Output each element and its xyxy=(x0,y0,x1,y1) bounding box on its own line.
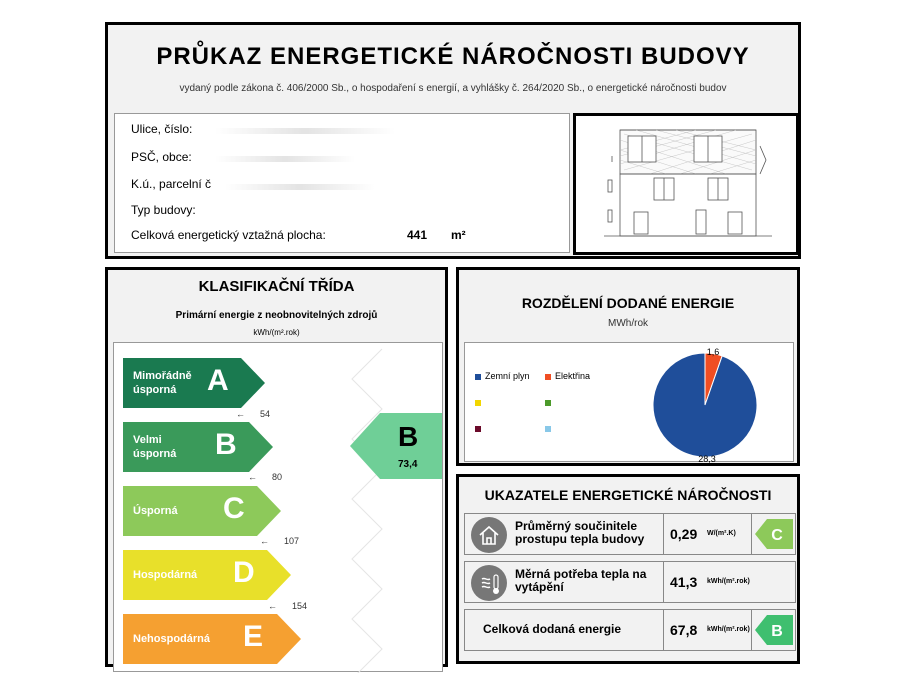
indicator-unit-3: kWh/(m².rok) xyxy=(707,626,750,633)
area-value: 441 xyxy=(407,228,428,242)
class-a-letter: A xyxy=(207,364,229,397)
legend-swatch-empty-1 xyxy=(475,400,481,406)
indicator-name-2a: Měrná potřeba tepla na xyxy=(515,567,647,581)
legend-swatch-empty-4 xyxy=(545,426,551,432)
legal-subtitle: vydaný podle zákona č. 406/2000 Sb., o hospodaření s energií, a vyhlášky č. 264/2020 Sb., o energetické náročnosti budov xyxy=(179,83,727,94)
class-d-threshold: 154 xyxy=(292,601,308,611)
legend-swatch-empty-2 xyxy=(545,400,551,406)
building-info-panel xyxy=(114,113,570,253)
legend-swatch-electricity xyxy=(545,374,551,380)
result-class-marker xyxy=(350,413,442,479)
indicator-badge-1-letter: C xyxy=(771,527,783,544)
class-d-arrow xyxy=(123,550,291,600)
classification-title: KLASIFIKAČNÍ TŘÍDA xyxy=(198,278,355,295)
indicator-name-3: Celková dodaná energie xyxy=(483,622,622,636)
row-separator xyxy=(751,610,752,650)
redacted-city xyxy=(215,156,355,162)
distribution-unit: MWh/rok xyxy=(608,318,648,329)
indicator-row-heating-demand xyxy=(464,561,796,603)
class-b-threshold-arrow: ← xyxy=(248,472,257,482)
class-c-letter: C xyxy=(223,492,245,525)
class-c-label: Úsporná xyxy=(133,505,178,517)
building-type-label: Typ budovy: xyxy=(131,203,196,217)
thermometer-icon xyxy=(471,565,507,601)
class-b-label-1: Velmi xyxy=(133,434,162,446)
legend-gas: Zemní plyn xyxy=(485,371,530,381)
row-separator xyxy=(663,562,664,602)
class-c-threshold-arrow: ← xyxy=(260,536,269,546)
class-e-letter: E xyxy=(243,620,264,653)
classification-panel xyxy=(105,267,448,667)
certificate-header xyxy=(105,22,801,259)
house-icon xyxy=(471,517,507,553)
class-d-letter: D xyxy=(233,556,255,589)
class-b-letter: B xyxy=(215,428,237,461)
area-unit: m² xyxy=(451,228,466,242)
class-e-arrow xyxy=(123,614,301,664)
class-a-label-2: úsporná xyxy=(133,384,177,396)
indicator-name-1a: Průměrný součinitele xyxy=(515,519,638,533)
row-separator xyxy=(663,610,664,650)
indicator-badge-1 xyxy=(755,519,793,549)
pie-label-gas: 28,3 xyxy=(698,454,716,463)
class-b-arrow xyxy=(123,422,273,472)
distribution-title: ROZDĚLENÍ DODANÉ ENERGIE xyxy=(521,295,735,311)
class-b-label-2: úsporná xyxy=(133,448,177,460)
legend-swatch-empty-3 xyxy=(475,426,481,432)
indicator-row-transmittance xyxy=(464,513,796,555)
pie-chart xyxy=(645,347,765,463)
class-a-arrow xyxy=(123,358,265,408)
result-class-letter: B xyxy=(398,421,419,452)
building-elevation-drawing xyxy=(573,113,799,255)
redacted-street xyxy=(215,128,395,134)
indicator-name-1b: prostupu tepla budovy xyxy=(515,532,645,546)
class-c-threshold: 107 xyxy=(284,536,300,546)
legend-swatch-gas xyxy=(475,374,481,380)
energy-class-scale xyxy=(113,342,443,672)
street-label: Ulice, číslo: xyxy=(131,122,193,136)
classification-subtitle: Primární energie z neobnovitelných zdrojů xyxy=(175,310,378,321)
class-b-threshold: 80 xyxy=(272,472,283,482)
pie-slice-gas xyxy=(653,353,757,457)
indicator-badge-3 xyxy=(755,615,793,645)
class-c-arrow xyxy=(123,486,281,536)
indicator-unit-1: W/(m².K) xyxy=(707,530,736,537)
classification-unit: kWh/(m².rok) xyxy=(253,328,300,337)
pie-label-electricity: 1,6 xyxy=(706,347,720,357)
indicator-unit-2: kWh/(m².rok) xyxy=(707,578,750,585)
indicator-name-2b: vytápění xyxy=(515,580,564,594)
indicator-badge-3-letter: B xyxy=(771,623,783,640)
indicators-panel xyxy=(456,474,800,664)
indicator-value-2: 41,3 xyxy=(670,574,698,590)
indicator-value-3: 67,8 xyxy=(670,622,698,638)
redacted-parcel xyxy=(225,184,375,190)
class-d-threshold-arrow: ← xyxy=(268,601,277,611)
indicator-value-1: 0,29 xyxy=(670,526,698,542)
class-d-label: Hospodárná xyxy=(133,569,198,581)
class-a-threshold: 54 xyxy=(260,409,271,419)
page-title: PRŮKAZ ENERGETICKÉ NÁROČNOSTI BUDOVY xyxy=(156,43,750,70)
class-a-threshold-arrow: ← xyxy=(236,409,245,419)
area-label: Celková energetický vztažná plocha: xyxy=(131,228,326,242)
energy-distribution-panel xyxy=(456,267,800,466)
distribution-chart xyxy=(464,342,794,462)
indicators-title: UKAZATELE ENERGETICKÉ NÁROČNOSTI xyxy=(484,487,772,503)
parcel-label: K.ú., parcelní č xyxy=(131,177,212,191)
row-separator xyxy=(663,514,664,554)
legend-electricity: Elektřina xyxy=(555,371,591,381)
class-a-label-1: Mimořádně xyxy=(133,370,192,382)
class-e-label: Nehospodárná xyxy=(133,633,211,645)
row-separator xyxy=(751,514,752,554)
city-label: PSČ, obce: xyxy=(131,150,192,164)
result-class-value: 73,4 xyxy=(398,459,418,470)
